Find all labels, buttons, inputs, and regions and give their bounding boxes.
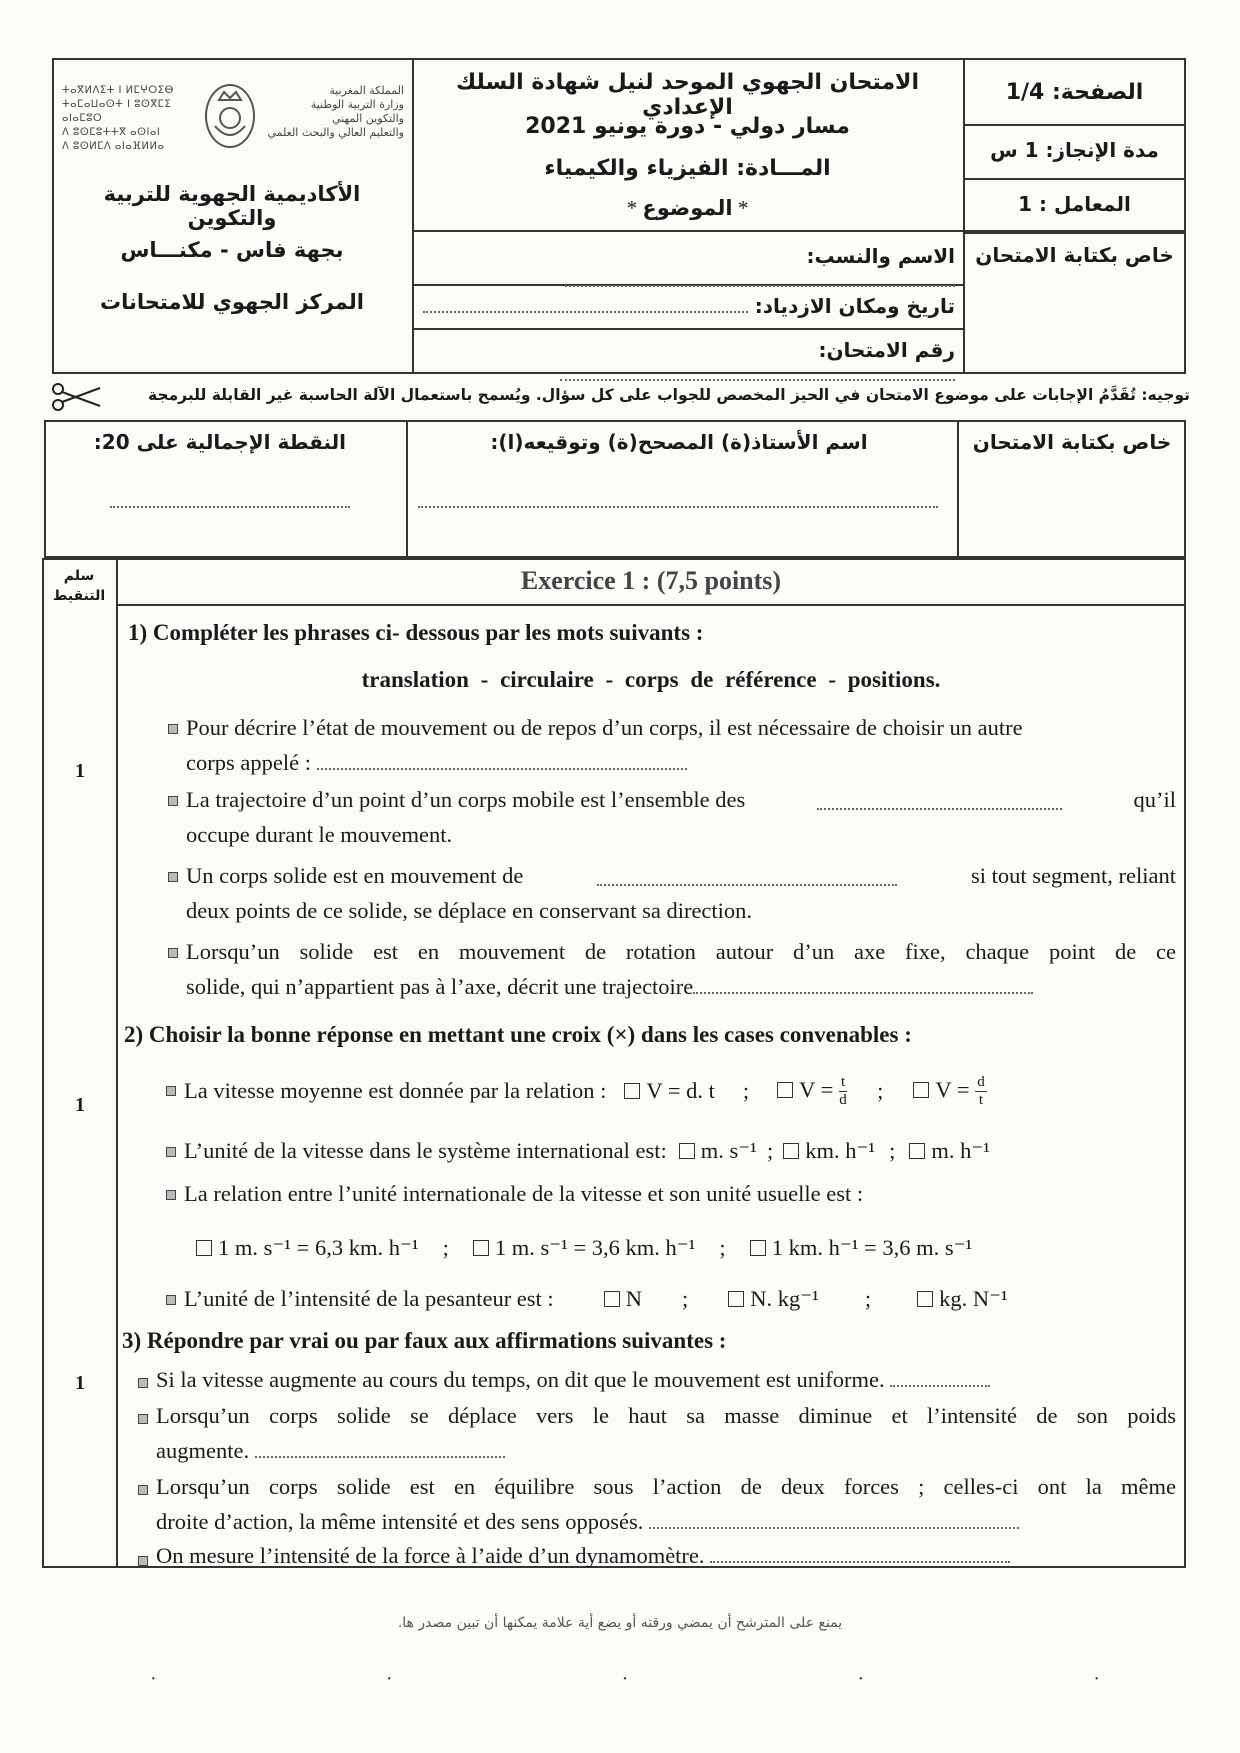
- q3-statement-3: [156, 1469, 1176, 1539]
- score-column-divider: [116, 558, 118, 1568]
- dot: ·: [857, 1668, 865, 1690]
- q3-title: 3) Répondre par vrai ou par faux aux affirmations suivantes :: [122, 1328, 727, 1353]
- checkbox[interactable]: [473, 1240, 489, 1256]
- statement-line: [156, 1504, 1176, 1539]
- q2-statement-3-options: [196, 1230, 1176, 1265]
- option-1[interactable]: V = d. t: [624, 1073, 715, 1108]
- grading-reserved-label: خاص بكتابة الامتحان: [972, 430, 1172, 454]
- checkbox[interactable]: [624, 1083, 640, 1099]
- separator: ;: [864, 1286, 872, 1311]
- total-score-label: النقطة الإجمالية على 20:: [93, 430, 346, 454]
- page-number: الصفحة: 1/4: [1005, 80, 1144, 105]
- birth-field[interactable]: [420, 294, 955, 318]
- sentence-line: [186, 858, 1176, 893]
- q2-score: 1: [75, 1094, 85, 1116]
- checkbox[interactable]: [917, 1291, 933, 1307]
- q3-statement-1: [156, 1362, 1176, 1397]
- header-row-line: [412, 328, 963, 330]
- statement-text: La vitesse moyenne est donnée par la relation :: [184, 1078, 607, 1104]
- teacher-signature-label: اسم الأستاذ(ة) المصحح(ة) وتوقيعه(ا):: [490, 430, 868, 454]
- separator: ;: [877, 1078, 884, 1104]
- header-right-line: [963, 178, 1186, 180]
- statement-line: [156, 1433, 1176, 1468]
- exercise-title: Exercice 1 : (7,5 points): [520, 566, 782, 595]
- separator: ;: [766, 1138, 774, 1163]
- grading-divider: [406, 420, 408, 558]
- ministry-ar-line: المملكة المغربية: [329, 84, 404, 97]
- sentence-line: Pour décrire l’état de mouvement ou de repos d’un corps, il est nécessaire de choisir un autre: [186, 715, 1023, 740]
- bullet-icon: [168, 872, 178, 882]
- answer-input[interactable]: [710, 1561, 1010, 1563]
- page-dots: [150, 1668, 1100, 1691]
- separator: ;: [742, 1078, 750, 1104]
- duration: مدة الإنجاز: 1 س: [990, 138, 1159, 162]
- exam-number-field[interactable]: [420, 338, 955, 386]
- exam-center: المركز الجهوي للامتحانات: [100, 290, 364, 314]
- bullet-icon: [138, 1414, 148, 1424]
- bullet-icon: [168, 796, 178, 806]
- q2-statement-1: [184, 1072, 1174, 1109]
- option-2[interactable]: V = $\frac{t}{d}$: [777, 1072, 847, 1109]
- sentence-text: La trajectoire d’un point d’un corps mobile est l’ensemble des: [186, 787, 746, 812]
- q2-statement-2: [184, 1133, 1174, 1168]
- blank-input[interactable]: [817, 808, 1062, 810]
- answer-input[interactable]: [649, 1527, 1019, 1529]
- checkbox[interactable]: [777, 1082, 793, 1098]
- crown-icon: [207, 86, 253, 146]
- answer-input[interactable]: [890, 1385, 990, 1387]
- option-3[interactable]: 1 km. h⁻¹ = 3,6 m. s⁻¹: [750, 1230, 973, 1265]
- ministry-tif-line: ⵜⴰⵎⴰⵡⴰⵙⵜ ⵏ ⵓⵙⴳⵎⵉ ⴰⵏⴰⵎⵓⵔ: [62, 99, 172, 124]
- header-right-line: [963, 124, 1186, 126]
- checkbox[interactable]: [604, 1291, 620, 1307]
- statement-line: Lorsqu’un corps solide est en équilibre sous l’action de deux forces ; celles-ci ont la même: [156, 1474, 1176, 1499]
- instruction-note: توجيه: تُقَدَّمُ الإجابات على موضوع الامتحان في الحيز المخصص للجواب على كل سؤال. ويُسمح باستعمال الآلة الحاسبة غير القابلة للبرمجة: [148, 386, 1190, 404]
- ministry-ar-line: والتعليم العالي والبحث العلمي: [267, 126, 404, 139]
- sentence-text: Un corps solide est en mouvement de: [186, 863, 524, 888]
- footer-warning: يمنع على المترشح أن يمضي ورقته أو يضع أية علامة يمكنها أن تبين مصدر ها.: [397, 1615, 843, 1631]
- sentence-text: solide, qui n’appartient pas à l’axe, décrit une trajectoire: [186, 974, 694, 999]
- scale-column-header: سلم التنقيط: [52, 568, 106, 604]
- sentence-line: [186, 782, 1176, 817]
- statement-text: augmente.: [156, 1438, 250, 1463]
- exam-title: الامتحان الجهوي الموحد لنيل شهادة السلك الإعدادي: [456, 70, 919, 120]
- scissors-icon: [50, 382, 102, 412]
- checkbox[interactable]: [909, 1143, 925, 1159]
- sentence-line: [186, 969, 1176, 1004]
- answer-line: [423, 311, 748, 313]
- dot: ·: [150, 1668, 157, 1690]
- sentence-line: occupe durant le mouvement.: [186, 822, 453, 847]
- total-score-input[interactable]: [110, 495, 350, 513]
- bullet-icon: [166, 1086, 176, 1096]
- sentence-line: deux points de ce solide, se déplace en conservant sa direction.: [186, 898, 753, 923]
- ministry-tif-line: ⴷ ⵓⵙⵎⵓⵜⵜⴳ ⴰⵙⵏⴰⵏ: [62, 127, 161, 138]
- asterisk: *: [737, 196, 749, 220]
- statement-text: droite d’action, la même intensité et des sens opposés.: [156, 1509, 644, 1534]
- header-divider-left: [412, 58, 414, 374]
- blank-input[interactable]: [317, 768, 687, 770]
- sentence-text: qu’il: [1133, 787, 1176, 812]
- option-1[interactable]: 1 m. s⁻¹ = 6,3 km. h⁻¹: [196, 1230, 419, 1265]
- q1-sentence-2: [186, 782, 1176, 852]
- ministry-tifinagh: [62, 84, 202, 154]
- q2-statement-3: La relation entre l’unité internationale de la vitesse et son unité usuelle est :: [184, 1181, 864, 1206]
- bullet-icon: [166, 1295, 176, 1305]
- exam-session: مسار دولي - دورة يونيو 2021: [525, 114, 850, 139]
- separator: ;: [442, 1235, 449, 1260]
- fraction-d-over-t: $\frac{d}{t}$: [977, 1074, 985, 1109]
- grading-divider: [957, 420, 959, 558]
- checkbox[interactable]: [196, 1240, 212, 1256]
- dot: ·: [621, 1668, 629, 1690]
- kingdom-emblem-icon: [205, 84, 255, 148]
- bullet-icon: [168, 948, 178, 958]
- teacher-signature-input[interactable]: [418, 495, 938, 513]
- ministry-ar-line: والتكوين المهني: [331, 112, 404, 125]
- header-divider-right: [963, 58, 965, 374]
- option-1[interactable]: N: [604, 1281, 642, 1316]
- asterisk: *: [626, 196, 638, 220]
- option-2[interactable]: 1 m. s⁻¹ = 3,6 km. h⁻¹: [473, 1230, 696, 1265]
- statement-line: Lorsqu’un corps solide se déplace vers le haut sa masse diminue et l’intensité de son poids: [156, 1403, 1176, 1428]
- checkbox[interactable]: [750, 1240, 766, 1256]
- q1-sentence-3: [186, 858, 1176, 928]
- dot: ·: [385, 1668, 393, 1690]
- option-2[interactable]: N. kg⁻¹: [728, 1281, 819, 1316]
- separator: ;: [681, 1286, 689, 1311]
- ministry-ar-line: وزارة التربية الوطنية: [310, 98, 404, 111]
- q1-word-bank: translation - circulaire - corps de référence - positions.: [361, 667, 941, 692]
- sentence-text: si tout segment, reliant: [971, 863, 1176, 888]
- region-name: بجهة فاس - مكنـــاس: [120, 238, 344, 262]
- q1-sentence-1: [186, 710, 1176, 780]
- name-label: الاسم والنسب:: [806, 244, 955, 268]
- q1-sentence-4: [186, 934, 1176, 1004]
- ministry-tif-line: ⴷ ⵓⵙⵍⵎⴷ ⴰⵏⴰⴼⵍⵍⴰ: [62, 141, 165, 152]
- q3-statement-4: [156, 1538, 1176, 1573]
- answer-input[interactable]: [255, 1456, 505, 1458]
- separator: ;: [889, 1138, 896, 1163]
- option-2[interactable]: km. h⁻¹: [783, 1133, 875, 1168]
- option-3[interactable]: V = $\frac{d}{t}$: [913, 1072, 986, 1109]
- exam-number-label: رقم الامتحان:: [818, 338, 955, 362]
- academy-name: الأكاديمية الجهوية للتربية والتكوين: [103, 182, 361, 230]
- bullet-icon: [138, 1378, 148, 1388]
- separator: ;: [719, 1235, 726, 1260]
- checkbox[interactable]: [913, 1082, 929, 1098]
- blank-input[interactable]: [693, 992, 1033, 994]
- topic-label: الموضوع: [642, 196, 733, 220]
- name-field[interactable]: [420, 244, 955, 292]
- exam-subject: المـــادة: الفيزياء والكيمياء: [544, 156, 831, 181]
- bullet-icon: [168, 724, 178, 734]
- blank-input[interactable]: [597, 884, 897, 886]
- ministry-arabic: [258, 84, 404, 140]
- exam-topic: [420, 196, 955, 221]
- answer-line: [560, 379, 955, 381]
- header-right-line: [963, 232, 1186, 234]
- birth-label: تاريخ ومكان الازدياد:: [754, 294, 955, 318]
- option-3[interactable]: kg. N⁻¹: [917, 1281, 1008, 1316]
- sentence-line: [186, 745, 1176, 780]
- sentence-text: corps appelé :: [186, 750, 311, 775]
- answer-line: [565, 285, 955, 287]
- statement-text: L’unité de l’intensité de la pesanteur est :: [184, 1286, 554, 1311]
- q3-statement-2: [156, 1398, 1176, 1468]
- dot: ·: [1093, 1668, 1100, 1690]
- q2-title: 2) Choisir la bonne réponse en mettant une croix (×) dans les cases convenables :: [124, 1022, 912, 1047]
- q3-score: 1: [75, 1372, 85, 1394]
- ministry-tif-line: ⵜⴰⴳⵍⴷⵉⵜ ⵏ ⵍⵎⵖⵔⵉⴱ: [62, 85, 174, 96]
- statement-text: On mesure l’intensité de la force à l’aide d’un dynamomètre.: [156, 1543, 705, 1568]
- reserved-label: خاص بكتابة الامتحان: [975, 243, 1174, 267]
- option-3[interactable]: m. h⁻¹: [909, 1133, 990, 1168]
- bullet-icon: [138, 1485, 148, 1495]
- bullet-icon: [166, 1190, 176, 1200]
- checkbox[interactable]: [728, 1291, 744, 1307]
- exercise-title-divider: [116, 604, 1186, 606]
- coefficient: المعامل : 1: [1018, 192, 1131, 216]
- bullet-icon: [138, 1556, 148, 1566]
- q1-score: 1: [75, 760, 85, 782]
- statement-text: L’unité de la vitesse dans le système international est:: [184, 1138, 667, 1163]
- checkbox[interactable]: [679, 1143, 695, 1159]
- option-1[interactable]: m. s⁻¹: [679, 1133, 757, 1168]
- fraction-t-over-d: $\frac{t}{d}$: [839, 1074, 847, 1109]
- statement-text: Si la vitesse augmente au cours du temps, on dit que le mouvement est uniforme.: [156, 1367, 885, 1392]
- q2-statement-4: [184, 1281, 1174, 1316]
- checkbox[interactable]: [783, 1143, 799, 1159]
- sentence-line: Lorsqu’un solide est en mouvement de rotation autour d’un axe fixe, chaque point de ce: [186, 939, 1176, 964]
- bullet-icon: [166, 1147, 176, 1157]
- q1-title: 1) Compléter les phrases ci- dessous par les mots suivants :: [128, 620, 704, 645]
